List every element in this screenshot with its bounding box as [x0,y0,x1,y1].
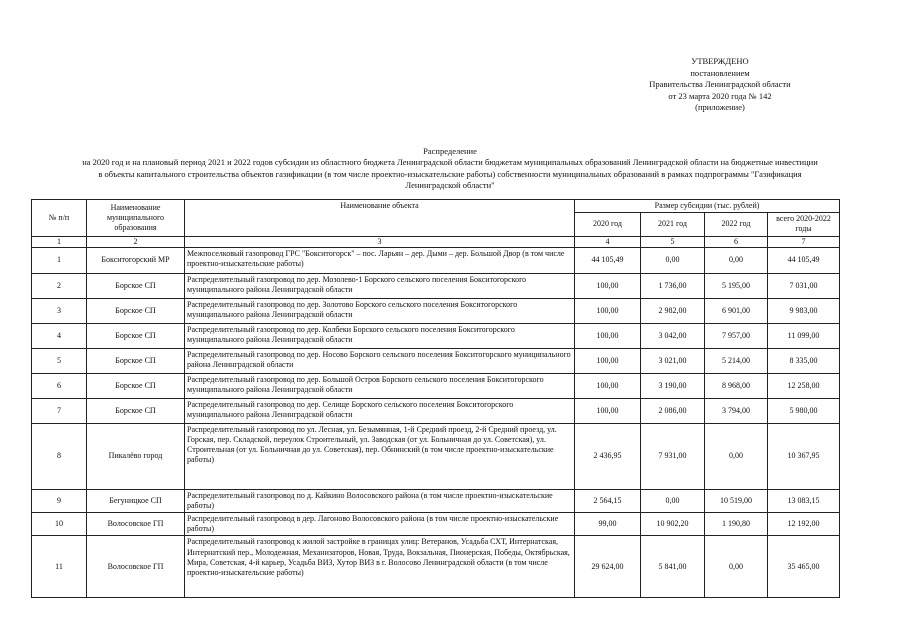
column-number: 7 [768,236,840,247]
row-subsidy-2021: 2 982,00 [641,298,705,323]
table-row [32,513,840,536]
row-subsidy-2021: 3 042,00 [641,323,705,348]
row-subsidy-2020: 100,00 [575,273,641,298]
row-subsidy-total: 12 192,00 [768,513,840,536]
header-2022: 2022 год [705,213,768,236]
header-num: № п/п [32,200,87,237]
row-subsidy-2022: 0,00 [705,247,768,273]
row-municipality: Пикалёво город [87,423,185,489]
row-municipality: Борское СП [87,273,185,298]
row-subsidy-2021: 0,00 [641,247,705,273]
approval-authority: Правительства Ленинградской области [649,79,791,90]
row-number: 11 [32,536,87,598]
row-subsidy-total: 11 099,00 [768,323,840,348]
row-number: 5 [32,348,87,373]
row-subsidy-total: 7 031,00 [768,273,840,298]
row-subsidy-2021: 5 841,00 [641,536,705,598]
subsidy-table [31,199,840,598]
row-subsidy-2020: 2 564,15 [575,489,641,512]
row-number: 1 [32,247,87,273]
table-row [32,247,840,273]
row-subsidy-total: 10 367,95 [768,423,840,489]
header-subsidy: Размер субсидии (тыс. рублей) [575,200,840,213]
row-subsidy-2021: 7 931,00 [641,423,705,489]
row-subsidy-total: 12 258,00 [768,373,840,398]
approval-stamp [620,56,820,114]
row-object-name: Распределительный газопровод по дер. Носово Борского сельского поселения Бокситогорского муниципального района Ленинградской области [185,348,575,373]
table-row [32,536,840,598]
table-row [32,489,840,512]
row-subsidy-2020: 100,00 [575,398,641,423]
row-subsidy-total: 44 105,49 [768,247,840,273]
row-subsidy-2020: 44 105,49 [575,247,641,273]
approval-resolution: постановлением [690,67,750,78]
row-subsidy-2020: 2 436,95 [575,423,641,489]
row-number: 3 [32,298,87,323]
table-row [32,373,840,398]
document-heading [30,146,870,192]
row-subsidy-2020: 100,00 [575,298,641,323]
approval-annex: (приложение) [695,102,745,113]
row-subsidy-2022: 5 195,00 [705,273,768,298]
row-subsidy-2020: 100,00 [575,373,641,398]
row-municipality: Борское СП [87,398,185,423]
row-object-name: Распределительный газопровод по дер. Мозолево-1 Борского сельского поселения Бокситогорского муниципального района Ленинградской области [185,273,575,298]
heading-line-3: в объекты капитального строительства объектов газификации (в том числе проектно-изыскательские работы) собственности муниципальных образований в рамках подпрограммы "Газификация [98,168,802,179]
row-number: 4 [32,323,87,348]
row-subsidy-2021: 3 190,00 [641,373,705,398]
table-row [32,298,840,323]
header-2020: 2020 год [575,213,641,236]
row-subsidy-total: 5 980,00 [768,398,840,423]
row-subsidy-total: 35 465,00 [768,536,840,598]
row-number: 10 [32,513,87,536]
row-subsidy-2022: 6 901,00 [705,298,768,323]
column-number: 1 [32,236,87,247]
column-number: 3 [185,236,575,247]
row-number: 7 [32,398,87,423]
table-body [32,247,840,598]
row-number: 2 [32,273,87,298]
header-2021: 2021 год [641,213,705,236]
row-subsidy-2022: 7 957,00 [705,323,768,348]
row-object-name: Распределительный газопровод по д. Кайкино Волосовского района (в том числе проектно-изыскательские работы) [185,489,575,512]
approval-date: от 23 марта 2020 года № 142 [668,90,772,101]
row-municipality: Волосовское ГП [87,536,185,598]
table-row [32,323,840,348]
row-municipality: Бегуницкое СП [87,489,185,512]
row-municipality: Борское СП [87,373,185,398]
header-object: Наименование объекта [185,200,575,237]
row-subsidy-2022: 10 519,00 [705,489,768,512]
row-subsidy-2020: 100,00 [575,323,641,348]
column-number: 4 [575,236,641,247]
header-total: всего 2020-2022 годы [768,213,840,236]
row-subsidy-2022: 0,00 [705,536,768,598]
row-subsidy-2020: 99,00 [575,513,641,536]
table-row [32,423,840,489]
row-municipality: Борское СП [87,298,185,323]
row-object-name: Распределительный газопровод по дер. Золотово Борского сельского поселения Бокситогорского муниципального района Ленинградской области [185,298,575,323]
row-object-name: Распределительный газопровод по ул. Лесная, ул. Безымянная, 1-й Средний проезд, 2-й Средний проезд, ул. Горская, пер. Складской, переулок Строительный, ул. Заводская (от ул. Больничная до ул. Советская), ул. Строительная (от ул. Больничная до ул. Советская), пер. Обнинский (в том числе проектно-изыскательские работы) [185,423,575,489]
heading-title: Распределение [423,146,477,156]
row-number: 9 [32,489,87,512]
approval-title: УТВЕРЖДЕНО [691,56,749,66]
column-number: 5 [641,236,705,247]
row-municipality: Борское СП [87,348,185,373]
row-municipality: Волосовское ГП [87,513,185,536]
row-subsidy-2020: 100,00 [575,348,641,373]
row-object-name: Межпоселковый газопровод ГРС "Бокситогорск" – пос. Ларьян – дер. Дыми – дер. Большой Двор (в том числе проектно-изыскательские работы) [185,247,575,273]
column-number: 6 [705,236,768,247]
row-subsidy-total: 13 083,15 [768,489,840,512]
row-number: 8 [32,423,87,489]
row-subsidy-2021: 2 086,00 [641,398,705,423]
row-object-name: Распределительный газопровод по дер. Колбеки Борского сельского поселения Бокситогорского муниципального района Ленинградской области [185,323,575,348]
row-subsidy-total: 9 983,00 [768,298,840,323]
row-subsidy-2022: 8 968,00 [705,373,768,398]
heading-line-4: Ленинградской области" [405,180,495,191]
row-object-name: Распределительный газопровод в дер. Лагоново Волосовского района (в том числе проектно-изыскательские работы) [185,513,575,536]
table-row [32,398,840,423]
table-row [32,273,840,298]
row-subsidy-2022: 3 794,00 [705,398,768,423]
heading-line-2: на 2020 год и на плановый период 2021 и 2022 годов субсидии из областного бюджета Ленинградской области бюджетам муниципальных образований Ленинградской области на бюджетные инвестиции [82,157,818,168]
row-subsidy-2022: 0,00 [705,423,768,489]
row-subsidy-2022: 1 190,80 [705,513,768,536]
table-row [32,348,840,373]
row-object-name: Распределительный газопровод к жилой застройке в границах улиц: Ветеранов, Усадьба СХТ, Интернатская, Интернатский пер., Молодежная, Механизаторов, Новая, Труда, Вокзальная, Пионерская, Победы, Октябрьская, Мира, Советская, 4-й карьер, Усадьба ВИЗ, Хутор ВИЗ в г. Волосово Ленинградской области (в том числе проектно-изыскательские работы) [185,536,575,598]
row-municipality: Бокситогорский МР [87,247,185,273]
row-subsidy-2021: 1 736,00 [641,273,705,298]
row-subsidy-2021: 0,00 [641,489,705,512]
row-object-name: Распределительный газопровод по дер. Селище Борского сельского поселения Бокситогорского муниципального района Ленинградской области [185,398,575,423]
row-subsidy-2022: 5 214,00 [705,348,768,373]
row-subsidy-2021: 3 021,00 [641,348,705,373]
row-object-name: Распределительный газопровод по дер. Большой Остров Борского сельского поселения Бокситогорского муниципального района Ленинградской области [185,373,575,398]
row-subsidy-2020: 29 624,00 [575,536,641,598]
column-number: 2 [87,236,185,247]
header-municipality: Наименование муниципального образования [87,200,185,237]
row-number: 6 [32,373,87,398]
row-subsidy-total: 8 335,00 [768,348,840,373]
row-municipality: Борское СП [87,323,185,348]
row-subsidy-2021: 10 902,20 [641,513,705,536]
